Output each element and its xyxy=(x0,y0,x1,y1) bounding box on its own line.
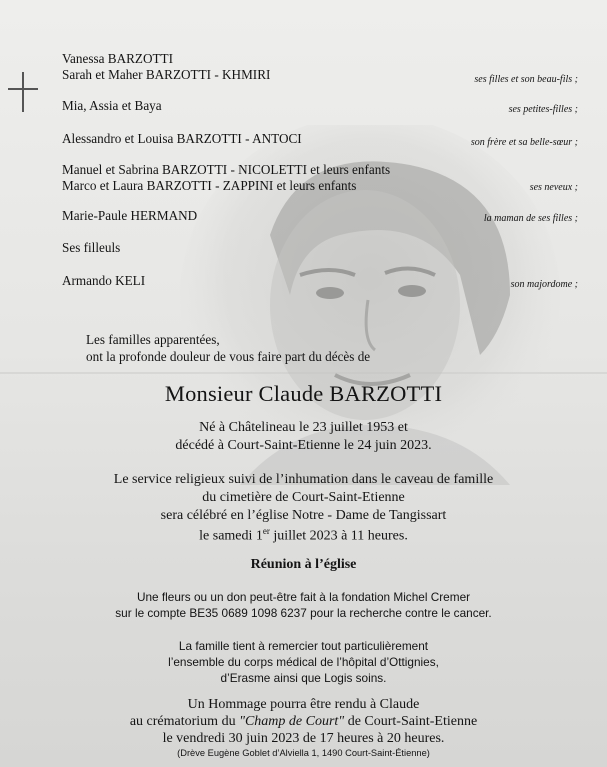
tribute-location-name: "Champ de Court" xyxy=(239,714,345,729)
tribute-line: Un Hommage pourra être rendu à Claude xyxy=(187,697,420,712)
service-line: du cimetière de Court-Saint-Etienne xyxy=(202,490,405,505)
family-name: Marie-Paule HERMAND xyxy=(62,208,198,223)
thanks-line: d’Erasme ainsi que Logis soins. xyxy=(220,671,387,685)
service-date-b: juillet 2023 à 11 heures. xyxy=(269,528,408,544)
tribute-address: (Drève Eugène Goblet d’Alviella 1, 1490 Court-Saint-Étienne) xyxy=(177,748,430,758)
flowers-line: Une fleurs ou un don peut-être fait à la fondation Michel Cremer xyxy=(136,590,471,604)
family-name: Vanessa BARZOTTI xyxy=(62,51,173,66)
family-relation: ses petites-filles ; xyxy=(508,104,578,115)
reunion-heading: Réunion à l’église xyxy=(250,557,357,572)
thanks-line: l’ensemble du corps médical de l’hôpital d’Ottignies, xyxy=(168,655,439,669)
family-name: Ses filleuls xyxy=(62,240,121,255)
service-date-line xyxy=(0,526,607,545)
family-relation: ses neveux ; xyxy=(529,182,578,193)
intro-line: Les familles apparentées, xyxy=(86,332,220,347)
intro-line: ont la profonde douleur de vous faire part du décès de xyxy=(86,349,371,364)
family-name: Alessandro et Louisa BARZOTTI - ANTOCI xyxy=(62,131,302,146)
family-relation: son majordome ; xyxy=(510,279,578,290)
service-date-sup: er xyxy=(262,526,270,536)
cross-symbol xyxy=(8,72,38,112)
family-name: Manuel et Sabrina BARZOTTI - NICOLETTI et leurs enfants xyxy=(62,162,391,177)
flowers-line: sur le compte BE35 0689 1098 6237 pour la recherche contre le cancer. xyxy=(115,606,492,620)
family-relation: son frère et sa belle-sœur ; xyxy=(470,137,578,148)
family-relation: ses filles et son beau-fils ; xyxy=(474,74,578,85)
tribute-location-b: de Court-Saint-Etienne xyxy=(344,714,478,729)
deceased-surname: BARZOTTI xyxy=(329,381,443,406)
family-name: Sarah et Maher BARZOTTI - KHMIRI xyxy=(62,67,271,82)
death-line: décédé à Court-Saint-Etienne le 24 juin 2023. xyxy=(175,438,432,453)
family-name: Mia, Assia et Baya xyxy=(62,98,162,113)
service-line: Le service religieux suivi de l’inhumation dans le caveau de famille xyxy=(113,472,494,487)
family-name: Armando KELI xyxy=(62,273,146,288)
tribute-location-a: au crématorium du xyxy=(129,714,240,729)
tribute-line: le vendredi 30 juin 2023 de 17 heures à 20 heures. xyxy=(162,731,445,746)
service-date-a: le samedi 1 xyxy=(199,528,263,544)
deceased-name xyxy=(0,381,607,407)
family-relation: la maman de ses filles ; xyxy=(483,213,578,224)
thanks-line: La famille tient à remercier tout particulièrement xyxy=(178,639,429,653)
service-line: sera célébré en l’église Notre - Dame de Tangissart xyxy=(160,508,447,523)
deceased-prefix: Monsieur Claude xyxy=(164,381,330,406)
family-name: Marco et Laura BARZOTTI - ZAPPINI et leurs enfants xyxy=(62,178,357,193)
tribute-location-line xyxy=(0,714,607,730)
birth-line: Né à Châtelineau le 23 juillet 1953 et xyxy=(199,420,408,435)
